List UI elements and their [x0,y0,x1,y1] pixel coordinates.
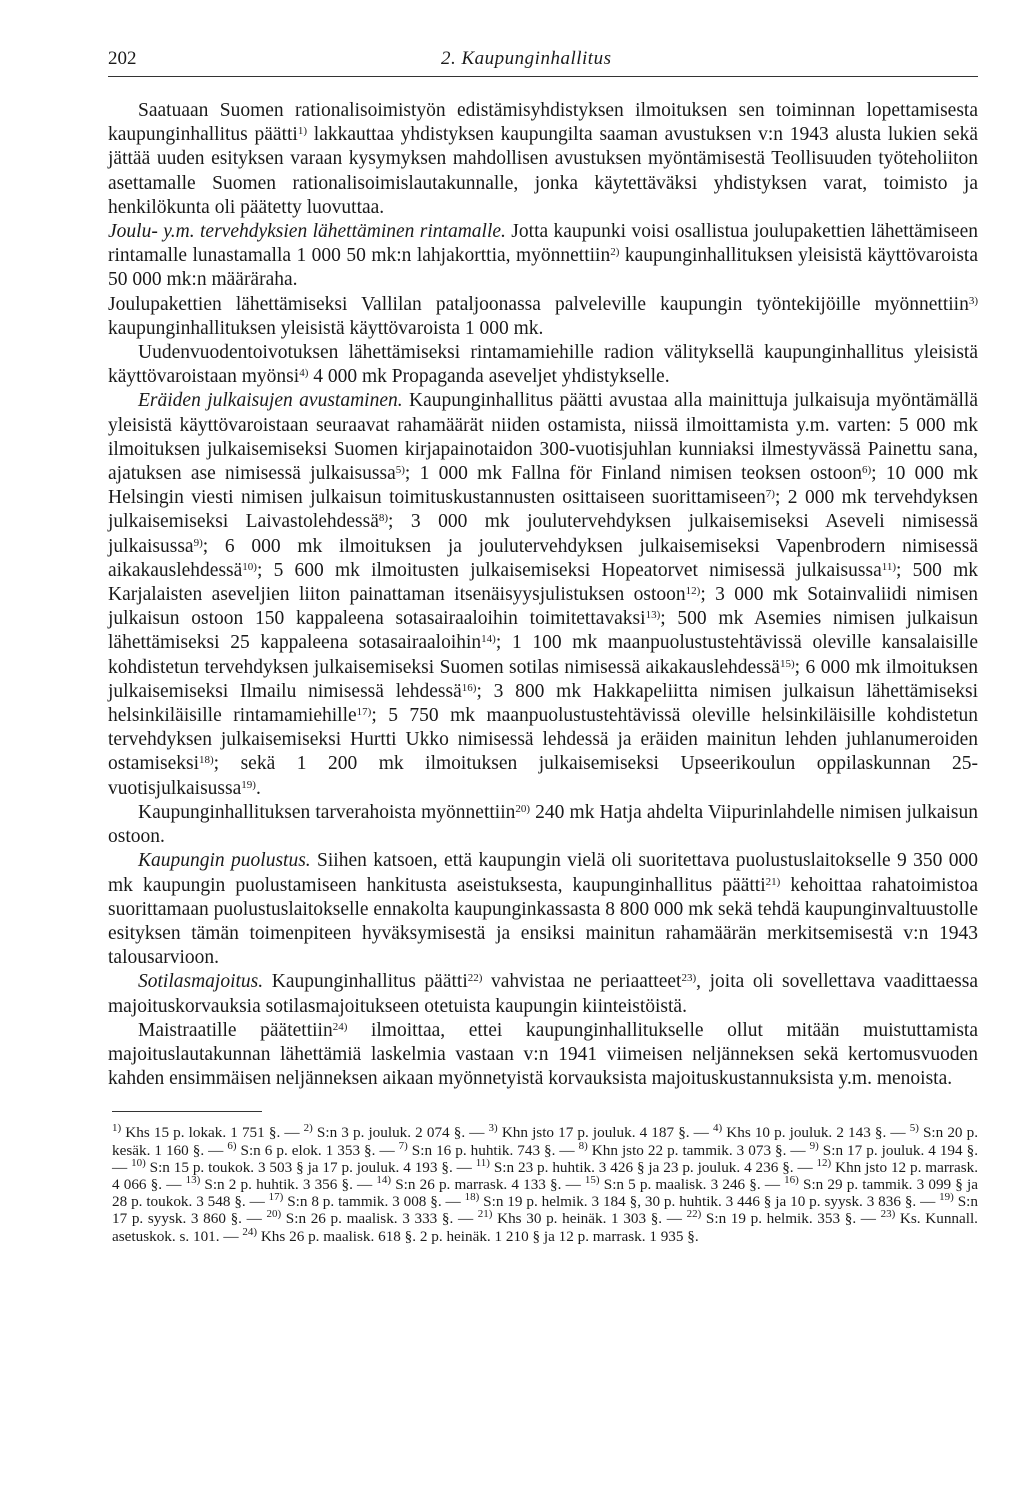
section-heading: Sotilasmajoitus. [138,971,264,993]
footnote-number-value: 6 [227,1139,233,1152]
footnote-ref: 11) [881,560,896,573]
footnote-text: S:n 3 p. jouluk. 2 074 §. — [312,1124,489,1142]
text-run: ; 10 000 mk Helsingin viesti nimisen julkaisun toimituskustannusten osittaiseen suorittamiseen [108,463,979,509]
footnote-number-value: 9 [809,1139,816,1152]
footnote [227,1139,399,1159]
footnote-ref-number: 20 [515,802,527,815]
footnote-ref-number: 15 [779,657,791,670]
footnote-ref: 3) [968,294,978,307]
text-run: kehoittaa rahatoimistoa suorittamaan puolustuslaitokselle ennakolta kaupunginkassasta 8 800 000 mk sekä tehdä kaupunginvaltuustolle esityksen tämän toimenpiteen hyväksymisestä ja ensiksi mainitun rahamäärän merkitsemisestä v:n 1943 talousarvioon. [108,874,979,969]
footnote-number-value: 12 [816,1156,828,1169]
footnote-number: 11) [475,1156,490,1169]
footnote-number-value: 8 [578,1139,585,1152]
footnote-number: 4) [712,1122,723,1135]
text-run: ; 3 000 mk Sotainvaliidi nimisen julkaisun ostoon 150 kappaleena sotasairaaloihin toimitettavaksi [108,584,979,630]
footnote-ref: 23) [681,972,697,985]
footnote-ref-number: 23 [681,972,693,985]
footnote-ref: 17) [356,706,372,719]
footnote-text: S:n 17 p. jouluk. 4 194 §. — [112,1141,979,1176]
paragraph [108,293,978,341]
footnote-number: 22) [686,1208,702,1221]
body-text [108,99,978,1091]
footnote-number-value: 5 [909,1122,916,1135]
footnote-ref: 13) [645,609,661,622]
text-run: Maistraatille päätettiin [138,1019,333,1041]
text-run: Siihen katsoen, että kaupungin vielä oli suoritettava puolustuslaitokselle 9 350 000 mk kaupungin puolustamiseen hankitusta aseistuksesta, kaupunginhallitus päätti [108,850,979,896]
footnote-ref: 7) [765,488,775,501]
footnote-ref: 12) [685,585,701,598]
footnote [687,1210,881,1227]
footnote-number-value: 13 [185,1173,197,1186]
footnote-number-value: 10 [131,1156,143,1169]
footnote-text: S:n 26 p. maalisk. 3 333 §. — [281,1210,478,1228]
footnote-text: Khs 10 p. jouluk. 2 143 §. — [722,1124,910,1142]
footnote-ref: 5) [395,464,405,477]
footnote [269,1193,465,1210]
text-run: ; 3 000 mk joulutervehdyksen julkaisemiseksi Aseveli nimisessä julkaisussa [108,511,978,557]
section-heading: Kaupungin puolustus. [138,850,311,872]
footnote-number: 16) [784,1173,799,1186]
text-run: ; 500 mk Karjalaisten aseveljien liiton painattaman itsenäisyysjulistuksen ostoon [108,559,978,606]
footnote [242,1225,699,1245]
text-run: 240 mk Hatja ahdelta Viipurinlahdelle nimisen julkaisun ostoon. [108,801,979,848]
section-heading: Eräiden julkaisujen avustaminen. [138,390,403,412]
footnote-number: 15) [584,1173,600,1186]
footnote-number: 1) [112,1122,122,1135]
paragraph [108,389,978,800]
footnote-ref: 22) [467,972,483,985]
footnote-ref: 1) [297,125,307,138]
footnote-text: S:n 23 p. huhtik. 3 426 § ja 23 p. jouluk. 4 236 §. — [489,1158,817,1176]
text-run: ; 5 750 mk maanpuolustustehtävissä oleville helsinkiläisille kohdistetun tervehdyksen julkaisemiseksi Hurtti Ukko nimisessä lehdessä ja eräiden mainitun lehden juhlanumeroiden ostamiseksi [108,705,978,775]
footnote [584,1173,785,1193]
footnote-text: S:n 16 p. huhtik. 743 §. — [407,1141,579,1159]
footnote-number: 5) [909,1122,919,1135]
text-run: ; sekä 1 200 mk ilmoituksen julkaisemiseksi Upseerikoulun oppilaskunnan 25-vuotisjulkaisussa [108,753,978,799]
footnote-text: S:n 19 p. helmik. 3 184 §, 30 p. huhtik. 3 446 § ja 10 p. syysk. 3 836 §. — [479,1193,940,1211]
footnote-number-value: 22 [686,1208,698,1221]
footnote-ref-number: 22 [467,972,479,985]
footnote-ref: 15) [779,657,795,670]
footnote-number: 10) [131,1156,146,1169]
footnote [475,1156,817,1176]
footnote-text: S:n 26 p. marrask. 4 133 §. — [391,1175,585,1193]
footnote-number-value: 14 [376,1173,388,1186]
footnote [376,1173,585,1193]
footnote-number-value: 1 [112,1122,118,1135]
text-run: kaupunginhallituksen yleisistä käyttövaroista 1 000 mk. [108,317,544,339]
text-run: Kaupunginhallituksen tarverahoista myönnettiin [138,801,516,823]
footnote-number: 9) [809,1139,819,1152]
text-run: ; 5 600 mk ilmoitusten julkaisemiseksi Hopeatorvet nimisessä julkaisussa [256,559,882,581]
footnote-ref-number: 6 [861,464,868,477]
footnote-number-value: 4 [712,1122,719,1135]
footnote-number-value: 3 [488,1122,495,1135]
footnote-number: 21) [477,1208,493,1221]
text-run: ; 6 000 mk ilmoituksen ja joulutervehdyksen julkaisemiseksi Vapenbrodern nimisessä aikakauslehdessä [108,535,978,581]
footnote-number-value: 21 [477,1208,489,1221]
footnote-ref: 2) [610,246,620,259]
footnote-text: Khn jsto 12 p. marrask. 4 066 §. — [112,1158,978,1193]
footnote-text: S:n 15 p. toukok. 3 503 § ja 17 p. jouluk. 4 193 §. — [145,1158,476,1176]
text-run: Jotta kaupunki voisi osallistua joulupakettien lähettämiseen rintamalle lunastamalla 1 000 50 mk:n lahjakorttia, myönnettiin [108,221,978,267]
footnote [266,1210,477,1227]
footnote-ref: 20) [515,802,531,815]
text-run: ; 1 000 mk Fallna för Finland nimisen teoksen ostoon [404,463,862,485]
footnote [304,1124,489,1141]
footnote-ref: 9) [193,536,203,549]
footnote [489,1124,713,1141]
footnote-ref-number: 21 [765,875,777,888]
footnote-text: S:n 6 p. elok. 1 353 §. — [236,1141,399,1159]
paragraph [108,970,978,1018]
footnote-number-value: 15 [584,1173,596,1186]
footnote-ref: 19) [241,778,256,791]
footnote-number: 12) [816,1156,832,1169]
footnote-text: S:n 20 p. kesäk. 1 160 §. — [112,1124,979,1159]
paragraph [108,220,978,293]
text-run: , joita oli sovellettava vaadittaessa majoituskorvauksia sotilasmajoitukseen otetuista kaupungin kiinteistöistä. [108,971,978,1017]
footnote-ref-number: 9 [193,536,200,549]
text-run: ; 3 800 mk Hakkapeliitta nimisen julkaisun lähettämiseksi helsinkiläisille rintamamiehille [108,680,978,727]
footnote-number: 20) [266,1208,282,1221]
footnote-text: Khn jsto 17 p. jouluk. 4 187 §. — [497,1124,713,1142]
footnote-number: 24) [242,1225,258,1238]
paragraph [108,99,978,220]
footnote-ref-number: 17 [356,706,368,719]
footnote-text: S:n 5 p. maalisk. 3 246 §. — [599,1175,785,1193]
footnote-ref-number: 18 [199,754,210,767]
footnote-ref: 6) [861,464,872,477]
footnote-ref: 8) [378,512,389,525]
footnote-ref-number: 11 [881,560,893,573]
footnote-text: Khs 15 p. lokak. 1 751 §. — [121,1124,304,1142]
text-run: kaupunginhallituksen yleisistä käyttövaroista 50 000 mk:n määräraha. [108,245,978,291]
footnote-ref-number: 3 [968,294,975,307]
text-run: 4 000 mk Propaganda aseveljet yhdistykselle. [308,366,670,388]
footnote-text: Khs 30 p. heinäk. 1 303 §. — [492,1210,687,1228]
footnote-number-value: 2 [303,1122,310,1135]
footnote-ref-number: 7 [765,488,772,501]
footnote-number: 7) [398,1139,408,1152]
footnote-number-value: 11 [475,1156,487,1169]
footnote-ref-number: 2 [610,246,616,259]
footnote-number-value: 19 [939,1191,951,1204]
footnote-text: Ks. Kunnall. asetuskok. s. 101. — [112,1210,978,1245]
footnote-text: S:n 8 p. tammik. 3 008 §. — [283,1193,465,1211]
document-page [108,40,978,1245]
text-run: ; 2 000 mk tervehdyksen julkaisemiseksi Laivastolehdessä [108,487,979,533]
footnote-text: Khs 26 p. maalisk. 618 §. 2 p. heinäk. 1 210 § ja 12 p. marrask. 1 935 §. [257,1227,699,1245]
paragraph [108,801,978,849]
footnote-ref: 18) [199,754,214,767]
text-run: Kaupunginhallitus päätti [263,971,468,993]
footnote-ref: 14) [481,633,496,646]
text-run: Uudenvuodentoivotuksen lähettämiseksi rintamamiehille radion välityksellä kaupunginhallitus yleisistä käyttövaroistaan myönsi [108,342,978,388]
footnote [578,1139,810,1159]
footnote-text: S:n 29 p. tammik. 3 099 § ja 28 p. toukok. 3 548 §. — [112,1175,979,1211]
footnote-text: S:n 19 p. helmik. 353 §. — [701,1210,881,1228]
footnote-ref: 21) [765,875,781,888]
footnote-ref-number: 16 [461,681,473,694]
footnote-number: 13) [185,1173,201,1186]
footnote-number-value: 16 [784,1173,796,1186]
footnote-number-value: 17 [268,1191,280,1204]
footnote-ref-number: 4 [299,367,305,380]
footnote-ref-number: 19 [241,778,253,791]
footnote-text: S:n 2 p. huhtik. 3 356 §. — [200,1175,377,1193]
footnote-number: 18) [464,1191,480,1204]
footnote-ref-number: 1 [297,125,304,138]
text-run: ; 1 100 mk maanpuolustustehtävissä oleville kansalaisille kohdistetun tervehdyksen julkaisemiseksi Suomen sotilas nimisessä aikakauslehdessä [108,632,978,678]
footnote-number: 23) [880,1208,896,1221]
footnote [478,1210,687,1227]
text-run: Saatuaan Suomen rationalisoimistyön edistämisyhdistyksen ilmoituksen sen toiminnan lopettamisesta kaupunginhallitus päätti [108,100,978,146]
text-run: . [255,777,261,799]
footnote-ref: 24) [332,1020,348,1033]
text-run: lakkauttaa yhdistyksen kaupungilta saaman avustuksen v:n 1943 alusta lukien sekä jättää uuden esityksen varaan kysymyksen mahdollisen avustuksen myöntämisestä Teollisuuden työteholiiton asettamalle Suomen rationalisoimislautakunnalle, jonka käytettäväksi yhdistyksen varat, toimisto ja henkilökunta oli päätetty luovuttaa. [108,124,978,218]
footnote-number-value: 23 [880,1208,892,1221]
text-run: ; 6 000 mk ilmoituksen julkaisemiseksi Ilmailu nimisessä lehdessä [108,656,978,702]
footnote-ref: 10) [242,560,257,573]
footnote-text: Khn jsto 22 p. tammik. 3 073 §. — [587,1141,810,1159]
footnote-ref-number: 13 [645,609,657,622]
footnote-ref-number: 5 [395,464,402,477]
footnotes [108,1124,978,1244]
footnote-number: 6) [227,1139,237,1152]
text-run: Joulupakettien lähettämiseksi Vallilan pataljoonassa palveleville kaupungin työntekijöille myönnettiin [108,293,969,315]
footnote-number: 17) [268,1191,284,1204]
footnote-number-value: 20 [266,1208,278,1221]
footnote-ref-number: 8 [378,512,385,525]
chapter-title: 2. Kaupunginhallitus [441,48,612,69]
text-run: ilmoittaa, ettei kaupunginhallitukselle ollut mitään muistuttamista majoituslautakunnan lähettämiä laskelmia vastaan v:n 1941 viimeisen neljänneksen sekä kertomusvuoden kahden ensimmäisen neljänneksen aikaan myönnetyistä korvauksista majoituskustannuksista y.m. menoista. [108,1019,978,1090]
footnote-ref-number: 24 [332,1020,344,1033]
running-header [108,40,978,77]
paragraph [108,341,978,389]
footnote-number-value: 24 [242,1225,254,1238]
footnote-number: 8) [578,1139,588,1152]
footnote-ref: 4) [299,367,309,380]
footnote [465,1193,940,1210]
text-run: vahvistaa ne periaatteet [482,971,682,993]
footnote-number-value: 18 [464,1191,476,1204]
footnote-number-value: 7 [398,1139,405,1152]
footnote-divider [112,1111,262,1112]
footnote-ref-number: 10 [242,560,254,573]
text-run: Kaupunginhallitus päätti avustaa alla mainittuja julkaisuja myöntämällä yleisistä käyttövaroistaan seuraavat rahamäärät niiden ostamista, niissä ilmoittamista y.m. varten: 5 000 mk ilmoituksen julkaisemiseksi Suomen kirjapainotaidon 300-vuotisjuhlan kunniaksi ilmestyvässä Painettu sana, ajatuksen ase nimisessä julkaisussa [108,390,978,485]
footnote-number: 14) [376,1173,392,1186]
footnote-number: 3) [488,1122,498,1135]
section-heading: Joulu- y.m. tervehdyksien lähettäminen rintamalle. [108,221,506,243]
footnote [112,1124,304,1141]
footnote-number: 2) [303,1122,313,1135]
footnote-ref-number: 12 [685,585,697,598]
footnote-ref-number: 14 [481,633,493,646]
footnote [131,1156,476,1176]
text-run: ; 500 mk Asemies nimisen julkaisun lähettämiseksi 25 kappaleena sotasairaaloihin [108,608,978,654]
paragraph [108,849,978,970]
footnote-text: S:n 17 p. syysk. 3 860 §. — [112,1193,978,1228]
footnote-number: 19) [939,1191,954,1204]
page-number: 202 [108,48,137,69]
footnote-ref: 16) [461,681,477,694]
paragraph [108,1019,978,1092]
